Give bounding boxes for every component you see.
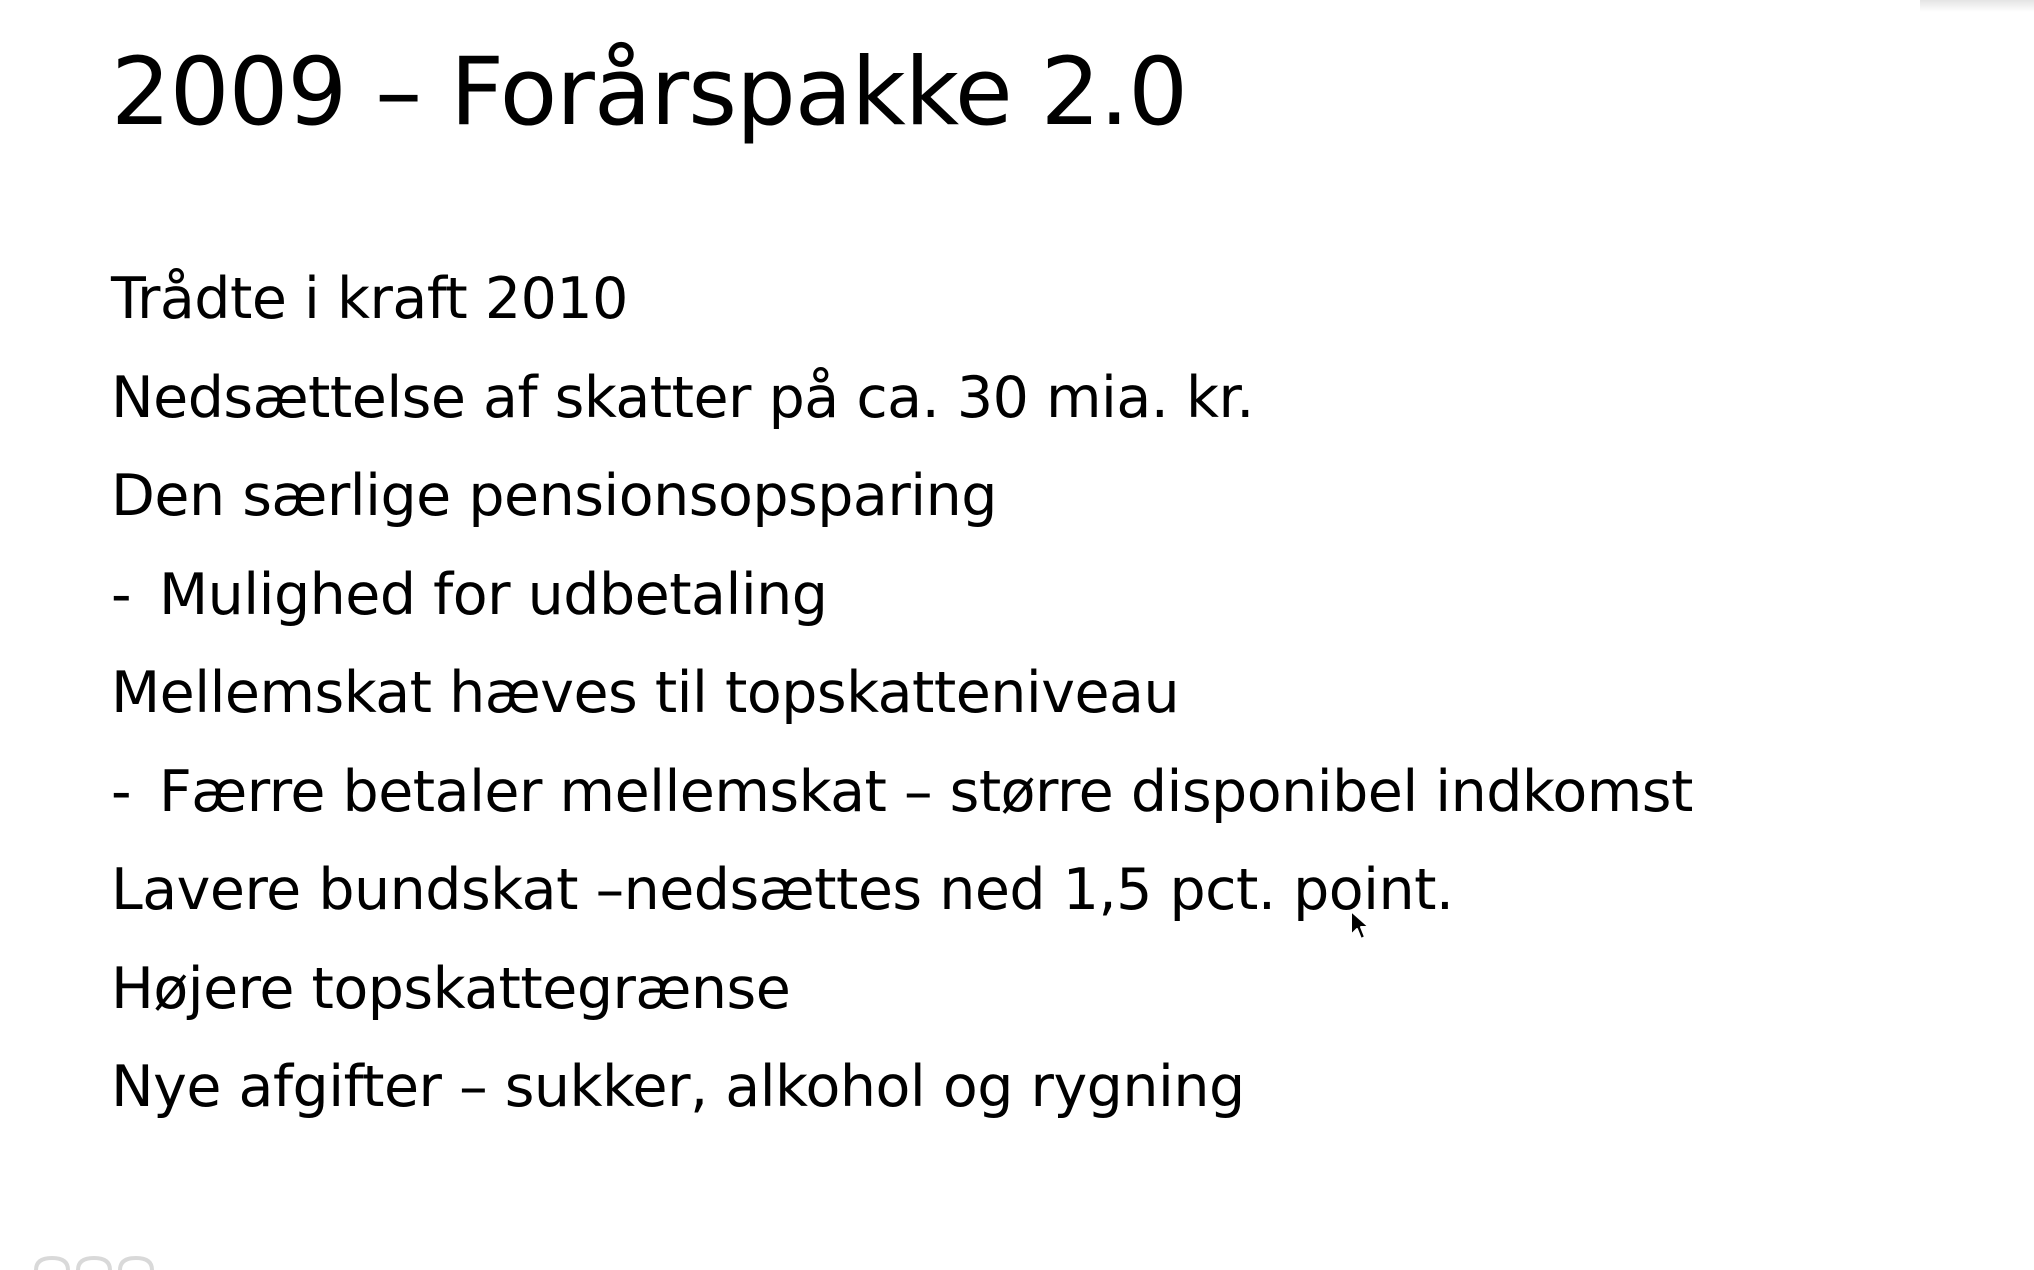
slide-line-text: Højere topskattegrænse [111, 955, 791, 1022]
dash-marker: - [111, 758, 132, 825]
slide-line-text: Nedsættelse af skatter på ca. 30 mia. kr. [111, 364, 1254, 431]
slide-line-text: Mellemskat hæves til topskatteniveau [111, 660, 1180, 726]
slide-subline [111, 546, 1693, 645]
dash-marker: - [111, 561, 132, 628]
partial-logo-icon [30, 1254, 180, 1270]
slide-line-text: Nye afgifter – sukker, alkohol og rygning [111, 1054, 1245, 1120]
slide-line [111, 349, 1693, 448]
window-edge-shadow [1920, 0, 2034, 12]
slide-line [111, 1038, 1693, 1137]
slide-subline [111, 743, 1693, 842]
slide-line-text: Mulighed for udbetaling [159, 561, 828, 628]
slide-line [111, 644, 1693, 743]
slide-line-text: Færre betaler mellemskat – større disponibel indkomst [159, 758, 1693, 825]
slide-line [111, 447, 1693, 546]
slide-line [111, 250, 1693, 349]
slide-title: 2009 – Forårspakke 2.0 [111, 38, 1188, 147]
slide-line [111, 841, 1693, 940]
slide-line [111, 940, 1693, 1039]
mouse-pointer-icon [1349, 909, 1371, 943]
slide-body [111, 250, 1693, 1137]
slide-line-text: Den særlige pensionsopsparing [111, 463, 997, 529]
slide-line-text: Lavere bundskat –nedsættes ned 1,5 pct. point. [111, 857, 1454, 923]
slide-line-text: Trådte i kraft 2010 [111, 266, 628, 332]
